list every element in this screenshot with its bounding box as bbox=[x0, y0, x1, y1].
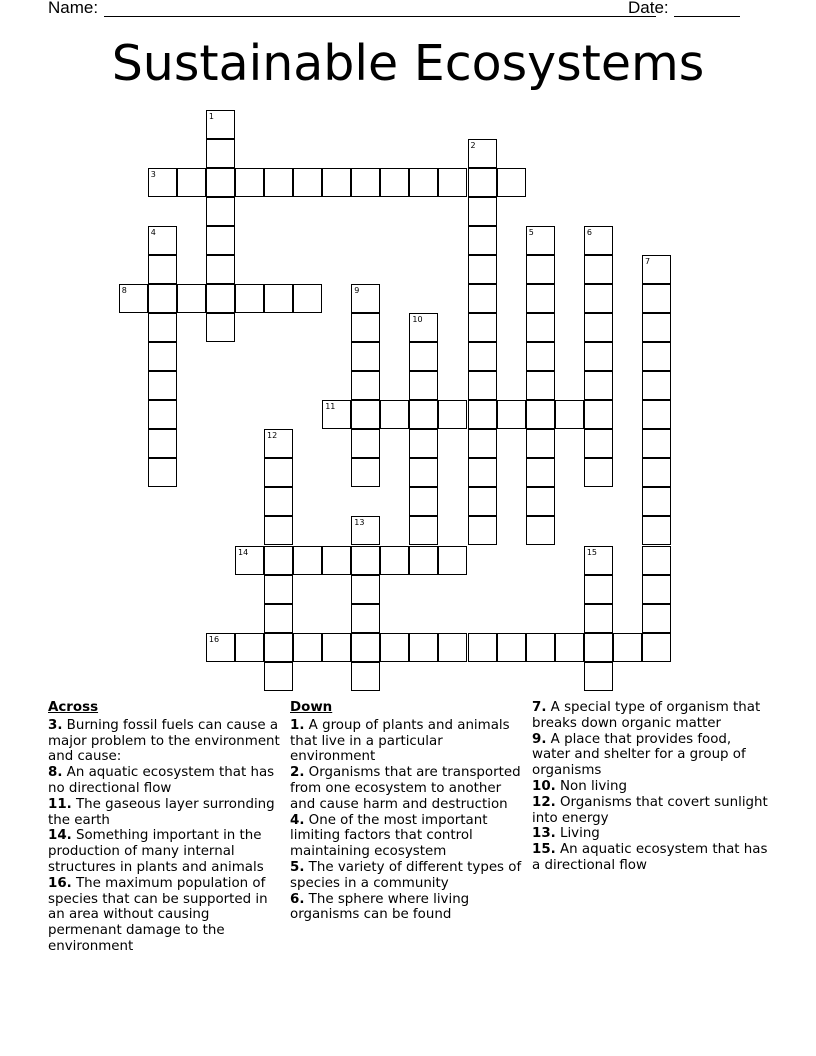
clue-number: 14 bbox=[237, 547, 249, 557]
crossword-cell[interactable] bbox=[642, 255, 671, 284]
clue-item-text: The variety of different types of species in a community bbox=[290, 859, 522, 891]
clue-item-number: 3. bbox=[48, 717, 63, 733]
crossword-cell[interactable] bbox=[351, 168, 380, 197]
crossword-cell[interactable] bbox=[468, 139, 497, 168]
crossword-cell[interactable] bbox=[351, 662, 380, 691]
clue-number: 9 bbox=[354, 285, 360, 295]
crossword-cell[interactable] bbox=[584, 255, 613, 284]
clue-number: 16 bbox=[208, 634, 220, 644]
crossword-cell[interactable] bbox=[497, 168, 526, 197]
crossword-cell[interactable] bbox=[642, 429, 671, 458]
crossword-cell[interactable] bbox=[584, 546, 613, 575]
crossword-cell[interactable] bbox=[206, 255, 235, 284]
clue-item-number: 12. bbox=[532, 794, 556, 810]
crossword-cell[interactable] bbox=[380, 633, 409, 662]
crossword-cell[interactable] bbox=[351, 429, 380, 458]
crossword-cell[interactable] bbox=[584, 400, 613, 429]
crossword-cell[interactable] bbox=[235, 633, 264, 662]
crossword-cell[interactable] bbox=[380, 546, 409, 575]
clue-item-text: One of the most important limiting factors that control maintaining ecosystem bbox=[290, 812, 488, 860]
crossword-cell[interactable] bbox=[526, 458, 555, 487]
crossword-cell[interactable] bbox=[642, 371, 671, 400]
crossword-cell[interactable] bbox=[438, 168, 467, 197]
crossword-cell[interactable] bbox=[264, 633, 293, 662]
page-title: Sustainable Ecosystems bbox=[111, 35, 705, 92]
crossword-cell[interactable] bbox=[409, 342, 438, 371]
crossword-cell[interactable] bbox=[497, 400, 526, 429]
crossword-cell[interactable] bbox=[468, 342, 497, 371]
crossword-cell[interactable] bbox=[148, 255, 177, 284]
clue-item bbox=[290, 892, 526, 924]
crossword-cell[interactable] bbox=[584, 284, 613, 313]
down-clue-list bbox=[290, 718, 526, 923]
crossword-cell[interactable] bbox=[409, 546, 438, 575]
crossword-cell[interactable] bbox=[119, 284, 148, 313]
name-label: Name: bbox=[48, 0, 99, 17]
crossword-cell[interactable] bbox=[468, 371, 497, 400]
clue-item-number: 5. bbox=[290, 859, 305, 875]
crossword-cell[interactable] bbox=[642, 604, 671, 633]
clue-number: 5 bbox=[528, 227, 534, 237]
crossword-cell[interactable] bbox=[293, 168, 322, 197]
crossword-cell[interactable] bbox=[468, 516, 497, 545]
crossword-cell[interactable] bbox=[293, 546, 322, 575]
crossword-cell[interactable] bbox=[584, 313, 613, 342]
crossword-cell[interactable] bbox=[468, 487, 497, 516]
crossword-cell[interactable] bbox=[264, 487, 293, 516]
crossword-cell[interactable] bbox=[264, 604, 293, 633]
crossword-cell[interactable] bbox=[351, 546, 380, 575]
clue-item bbox=[48, 876, 280, 955]
clue-item bbox=[48, 718, 280, 765]
crossword-cell[interactable] bbox=[584, 575, 613, 604]
crossword-cell[interactable] bbox=[409, 168, 438, 197]
crossword-cell[interactable] bbox=[584, 429, 613, 458]
crossword-cell[interactable] bbox=[468, 313, 497, 342]
clue-item-number: 15. bbox=[532, 842, 556, 858]
crossword-cell[interactable] bbox=[526, 516, 555, 545]
crossword-cell[interactable] bbox=[206, 197, 235, 226]
crossword-cell[interactable] bbox=[148, 400, 177, 429]
crossword-cell[interactable] bbox=[322, 168, 351, 197]
crossword-cell[interactable] bbox=[526, 226, 555, 255]
clue-item bbox=[532, 779, 772, 795]
crossword-cell[interactable] bbox=[526, 400, 555, 429]
clue-item-text: The maximum population of species that can be supported in an area without causing permenant damage to the environment bbox=[48, 875, 268, 954]
clue-item-text: Living bbox=[555, 826, 600, 842]
crossword-cell[interactable] bbox=[497, 633, 526, 662]
crossword-cell[interactable] bbox=[642, 516, 671, 545]
crossword-cell[interactable] bbox=[264, 458, 293, 487]
crossword-cell[interactable] bbox=[584, 633, 613, 662]
crossword-cell[interactable] bbox=[642, 400, 671, 429]
crossword-cell[interactable] bbox=[148, 371, 177, 400]
clue-number: 10 bbox=[412, 314, 423, 324]
crossword-cell[interactable] bbox=[642, 633, 671, 662]
crossword-cell[interactable] bbox=[351, 458, 380, 487]
date-label: Date: bbox=[628, 0, 669, 17]
clue-item-text: Non living bbox=[555, 778, 628, 794]
crossword-cell[interactable] bbox=[584, 662, 613, 691]
crossword-cell[interactable] bbox=[613, 633, 642, 662]
crossword-cell[interactable] bbox=[584, 458, 613, 487]
crossword-cell[interactable] bbox=[409, 458, 438, 487]
clue-item-number: 4. bbox=[290, 812, 305, 828]
crossword-cell[interactable] bbox=[468, 197, 497, 226]
crossword-cell[interactable] bbox=[642, 284, 671, 313]
crossword-cell[interactable] bbox=[380, 168, 409, 197]
crossword-cell[interactable] bbox=[555, 400, 584, 429]
clue-item-text: Organisms that covert sunlight into energy bbox=[532, 794, 768, 826]
crossword-cell[interactable] bbox=[526, 255, 555, 284]
clue-item-number: 2. bbox=[290, 765, 305, 781]
crossword-cell[interactable] bbox=[351, 633, 380, 662]
crossword-cell[interactable] bbox=[206, 168, 235, 197]
crossword-cell[interactable] bbox=[351, 371, 380, 400]
crossword-cell[interactable] bbox=[584, 342, 613, 371]
crossword-cell[interactable] bbox=[468, 168, 497, 197]
clue-item-text: A place that provides food, water and shelter for a group of organisms bbox=[532, 731, 746, 779]
crossword-cell[interactable] bbox=[293, 284, 322, 313]
crossword-cell[interactable] bbox=[468, 400, 497, 429]
clue-number: 11 bbox=[325, 402, 336, 412]
clue-item-number: 14. bbox=[48, 828, 72, 844]
crossword-cell[interactable] bbox=[322, 546, 351, 575]
clue-item-text: An aquatic ecosystem that has a directional flow bbox=[532, 842, 768, 873]
crossword-cell[interactable] bbox=[235, 284, 264, 313]
clue-item-text: An aquatic ecosystem that has no directional flow bbox=[48, 765, 275, 796]
crossword-cell[interactable] bbox=[642, 546, 671, 575]
clue-item bbox=[290, 718, 526, 765]
clue-number: 8 bbox=[121, 285, 127, 295]
down-heading: Down bbox=[290, 700, 333, 715]
crossword-cell[interactable] bbox=[642, 575, 671, 604]
crossword-cell[interactable] bbox=[409, 371, 438, 400]
crossword-cell[interactable] bbox=[409, 400, 438, 429]
clue-item bbox=[48, 797, 280, 829]
crossword-cell[interactable] bbox=[526, 633, 555, 662]
crossword-cell[interactable] bbox=[148, 429, 177, 458]
clue-item-number: 7. bbox=[532, 700, 547, 715]
crossword-cell[interactable] bbox=[409, 313, 438, 342]
clue-item bbox=[48, 765, 280, 797]
crossword-cell[interactable] bbox=[468, 633, 497, 662]
crossword-cell[interactable] bbox=[584, 226, 613, 255]
crossword-cell[interactable] bbox=[177, 284, 206, 313]
clue-item bbox=[532, 842, 772, 874]
crossword-cell[interactable] bbox=[264, 168, 293, 197]
crossword-cell[interactable] bbox=[409, 429, 438, 458]
clue-item bbox=[532, 732, 772, 779]
crossword-cell[interactable] bbox=[642, 487, 671, 516]
crossword-cell[interactable] bbox=[148, 284, 177, 313]
clue-item-text: A group of plants and animals that live in a particular environment bbox=[290, 717, 510, 765]
across-heading: Across bbox=[48, 700, 99, 715]
clue-item bbox=[532, 826, 772, 842]
crossword-cell[interactable] bbox=[264, 662, 293, 691]
clue-item-number: 1. bbox=[290, 717, 305, 733]
crossword-cell[interactable] bbox=[351, 284, 380, 313]
crossword-cell[interactable] bbox=[526, 487, 555, 516]
crossword-cell[interactable] bbox=[351, 516, 380, 545]
crossword-cell[interactable] bbox=[264, 575, 293, 604]
crossword-cell[interactable] bbox=[468, 226, 497, 255]
crossword-cell[interactable] bbox=[438, 400, 467, 429]
crossword-cell[interactable] bbox=[206, 313, 235, 342]
crossword-cell[interactable] bbox=[438, 546, 467, 575]
crossword-cell[interactable] bbox=[264, 284, 293, 313]
crossword-cell[interactable] bbox=[148, 342, 177, 371]
crossword-cell[interactable] bbox=[351, 604, 380, 633]
clue-number: 3 bbox=[150, 169, 156, 179]
crossword-cell[interactable] bbox=[526, 313, 555, 342]
clue-item-number: 11. bbox=[48, 796, 72, 812]
clue-item-number: 16. bbox=[48, 875, 72, 891]
crossword-cell[interactable] bbox=[526, 429, 555, 458]
clue-item-number: 9. bbox=[532, 731, 547, 747]
crossword-cell[interactable] bbox=[351, 400, 380, 429]
crossword-cell[interactable] bbox=[148, 168, 177, 197]
clue-item bbox=[290, 813, 526, 860]
crossword-cell[interactable] bbox=[177, 168, 206, 197]
clue-item bbox=[48, 828, 280, 875]
crossword-cell[interactable] bbox=[322, 633, 351, 662]
crossword-cell[interactable] bbox=[235, 546, 264, 575]
crossword-cell[interactable] bbox=[235, 168, 264, 197]
clue-item-text: Burning fossil fuels can cause a major problem to the environment and cause: bbox=[48, 717, 280, 765]
clue-number: 2 bbox=[470, 140, 476, 150]
crossword-cell[interactable] bbox=[409, 487, 438, 516]
clue-number: 1 bbox=[208, 111, 214, 121]
clue-item-number: 6. bbox=[290, 891, 305, 907]
crossword-cell[interactable] bbox=[526, 284, 555, 313]
crossword-cell[interactable] bbox=[351, 575, 380, 604]
crossword-cell[interactable] bbox=[642, 458, 671, 487]
down-clue-list-continued bbox=[532, 700, 772, 874]
crossword-cell[interactable] bbox=[526, 371, 555, 400]
crossword-cell[interactable] bbox=[468, 255, 497, 284]
crossword-cell[interactable] bbox=[206, 139, 235, 168]
crossword-cell[interactable] bbox=[264, 546, 293, 575]
crossword-cell[interactable] bbox=[351, 342, 380, 371]
clue-number: 12 bbox=[267, 431, 278, 441]
clue-item bbox=[532, 795, 772, 827]
clue-number: 6 bbox=[586, 227, 592, 237]
crossword-cell[interactable] bbox=[148, 226, 177, 255]
crossword-cell[interactable] bbox=[206, 284, 235, 313]
across-clues bbox=[48, 700, 280, 955]
clue-item-text: The gaseous layer surronding the earth bbox=[48, 796, 275, 828]
clue-item-text: Something important in the production of many internal structures in plants and animals bbox=[48, 828, 264, 875]
crossword-cell[interactable] bbox=[351, 313, 380, 342]
clue-number: 15 bbox=[586, 547, 598, 557]
clue-item-number: 13. bbox=[532, 826, 556, 842]
crossword-cell[interactable] bbox=[380, 400, 409, 429]
crossword-cell[interactable] bbox=[468, 284, 497, 313]
clue-item-number: 8. bbox=[48, 765, 63, 781]
clue-item bbox=[290, 860, 526, 892]
crossword-cell[interactable] bbox=[206, 633, 235, 662]
clue-item bbox=[290, 765, 526, 812]
crossword-cell[interactable] bbox=[468, 458, 497, 487]
clue-number: 4 bbox=[150, 227, 156, 237]
crossword-cell[interactable] bbox=[409, 516, 438, 545]
crossword-cell[interactable] bbox=[264, 429, 293, 458]
crossword-cell[interactable] bbox=[526, 342, 555, 371]
crossword-cell[interactable] bbox=[293, 633, 322, 662]
crossword-cell[interactable] bbox=[148, 313, 177, 342]
crossword-cell[interactable] bbox=[206, 226, 235, 255]
crossword-cell[interactable] bbox=[555, 633, 584, 662]
crossword-cell[interactable] bbox=[468, 429, 497, 458]
crossword-cell[interactable] bbox=[206, 110, 235, 139]
crossword-cell[interactable] bbox=[584, 604, 613, 633]
crossword-cell[interactable] bbox=[438, 633, 467, 662]
crossword-cell[interactable] bbox=[584, 371, 613, 400]
down-clues bbox=[290, 700, 526, 923]
crossword-cell[interactable] bbox=[322, 400, 351, 429]
crossword-cell[interactable] bbox=[148, 458, 177, 487]
clue-item-number: 10. bbox=[532, 778, 556, 794]
down-clues-continued bbox=[532, 700, 772, 874]
clue-number: 13 bbox=[354, 518, 365, 528]
crossword-cell[interactable] bbox=[264, 516, 293, 545]
crossword-cell[interactable] bbox=[642, 342, 671, 371]
across-clue-list bbox=[48, 718, 280, 955]
clue-item-text: The sphere where living organisms can be found bbox=[290, 891, 470, 923]
crossword-cell[interactable] bbox=[409, 633, 438, 662]
clue-number: 7 bbox=[644, 256, 651, 266]
clue-item bbox=[532, 700, 772, 732]
crossword-cell[interactable] bbox=[642, 313, 671, 342]
clue-item-text: Organisms that are transported from one ecosystem to another and cause harm and destruction bbox=[290, 765, 521, 812]
clue-item-text: A special type of organism that breaks down organic matter bbox=[532, 700, 761, 731]
